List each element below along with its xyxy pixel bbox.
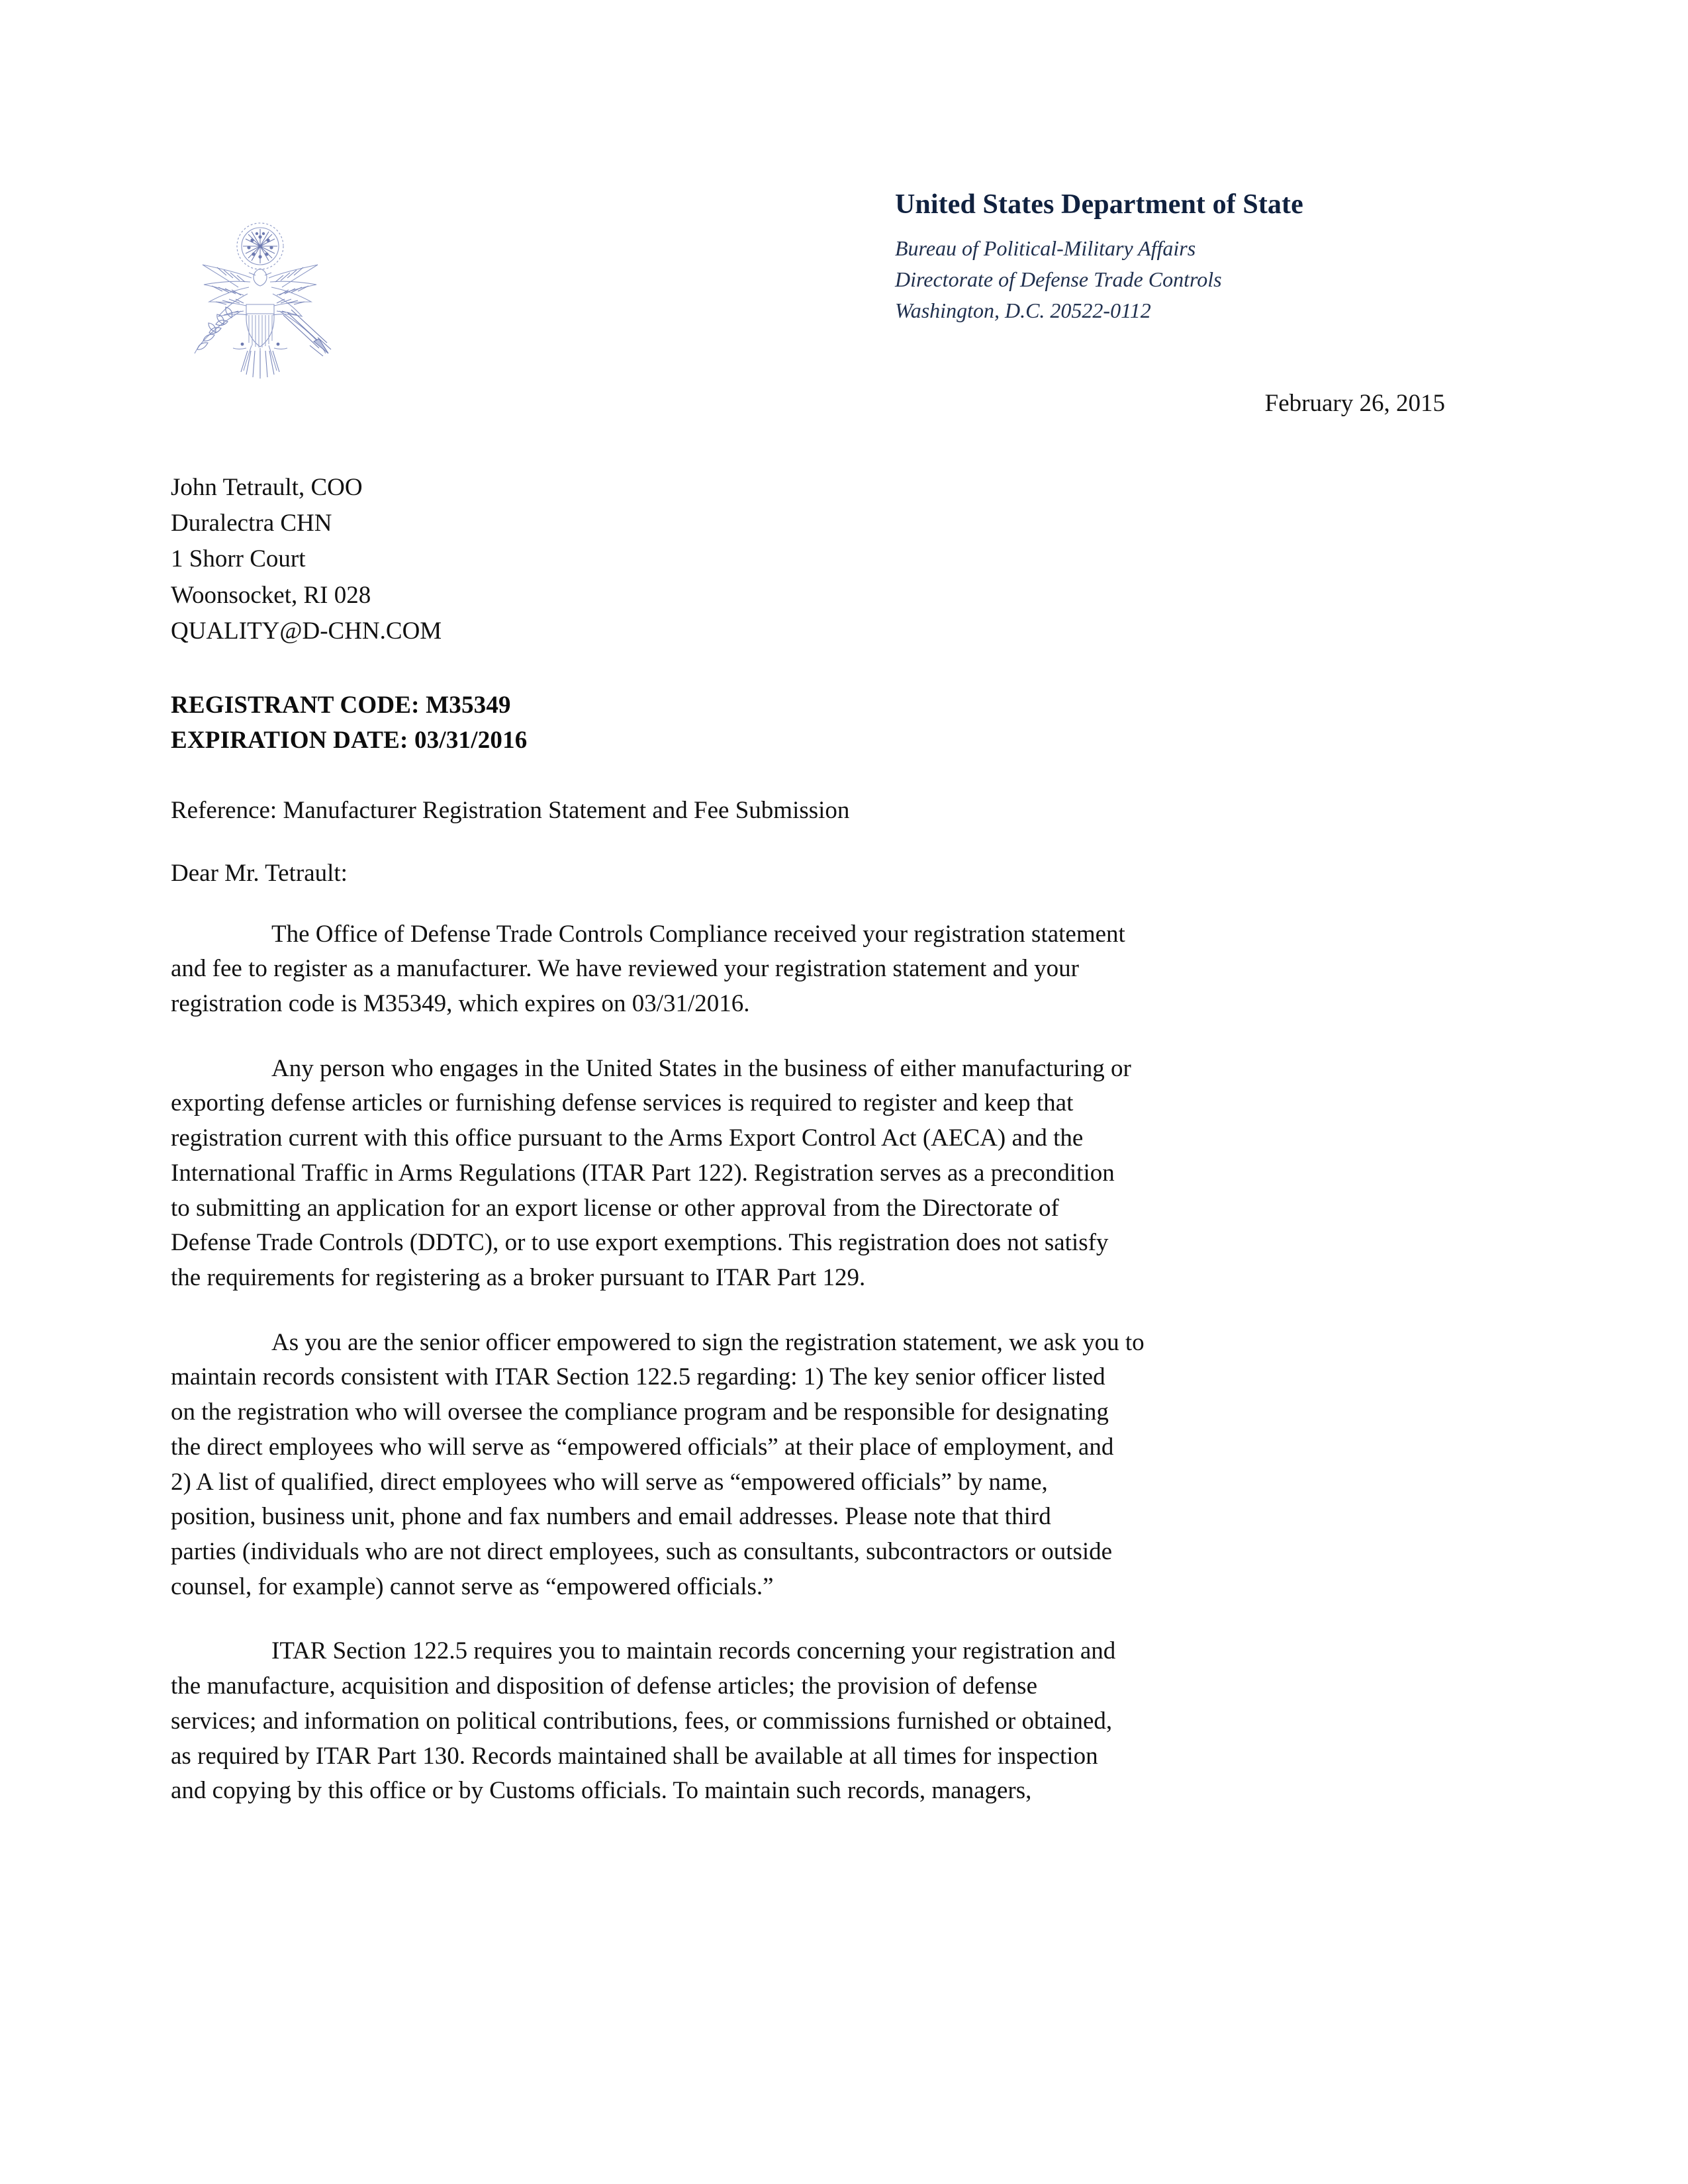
recipient-company: Duralectra CHN <box>171 510 332 537</box>
recipient-street: 1 Shorr Court <box>171 545 306 573</box>
paragraph-line: the manufacture, acquisition and disposition of defense articles; the provision of defense <box>171 1672 1038 1700</box>
body-paragraph-1 <box>171 917 1448 1022</box>
salutation: Dear Mr. Tetrault: <box>171 859 348 887</box>
registrant-code-line: REGISTRANT CODE: M35349 <box>171 692 511 719</box>
recipient-email: QUALITY@D-CHN.COM <box>171 617 442 645</box>
bureau-line: Bureau of Political-Military Affairs <box>895 236 1196 261</box>
paragraph-line: ITAR Section 122.5 requires you to maintain records concerning your registration and <box>271 1637 1116 1665</box>
paragraph-line: Any person who engages in the United States in the business of either manufacturing or <box>271 1054 1131 1082</box>
paragraph-line: Defense Trade Controls (DDTC), or to use export exemptions. This registration does not satisfy <box>171 1229 1109 1257</box>
letterhead <box>895 189 1491 326</box>
paragraph-line: As you are the senior officer empowered to sign the registration statement, we ask you to <box>271 1328 1145 1356</box>
letter-body <box>171 470 1448 1809</box>
paragraph-line: exporting defense articles or furnishing defense services is required to register and keep that <box>171 1089 1074 1117</box>
expiration-date-line: EXPIRATION DATE: 03/31/2016 <box>171 727 528 754</box>
paragraph-line: the direct employees who will serve as “empowered officials” at their place of employment, and <box>171 1433 1114 1461</box>
paragraph-line: parties (individuals who are not direct employees, such as consultants, subcontractors or outside <box>171 1538 1113 1566</box>
body-paragraph-3 <box>171 1326 1448 1605</box>
paragraph-line: registration code is M35349, which expires on 03/31/2016. <box>171 989 750 1017</box>
letterhead-subtitle <box>895 233 1491 326</box>
paragraph-line: International Traffic in Arms Regulations (ITAR Part 122). Registration serves as a precondition <box>171 1159 1115 1187</box>
paragraph-line: 2) A list of qualified, direct employees who will serve as “empowered officials” by name, <box>171 1468 1048 1496</box>
body-paragraph-2 <box>171 1052 1448 1296</box>
registration-summary <box>171 688 1448 758</box>
paragraph-line: The Office of Defense Trade Controls Compliance received your registration statement <box>271 920 1125 948</box>
directorate-line: Directorate of Defense Trade Controls <box>895 267 1222 291</box>
department-title: United States Department of State <box>895 189 1303 220</box>
paragraph-line: the requirements for registering as a broker pursuant to ITAR Part 129. <box>171 1264 866 1292</box>
recipient-city-state-zip: Woonsocket, RI 028 <box>171 581 371 609</box>
paragraph-line: position, business unit, phone and fax numbers and email addresses. Please note that third <box>171 1503 1051 1531</box>
body-paragraph-4 <box>171 1634 1448 1809</box>
reference-line: Reference: Manufacturer Registration Statement and Fee Submission <box>171 796 850 824</box>
paragraph-line: as required by ITAR Part 130. Records maintained shall be available at all times for inspection <box>171 1742 1098 1770</box>
paragraph-line: services; and information on political contributions, fees, or commissions furnished or obtained, <box>171 1707 1113 1735</box>
paragraph-line: maintain records consistent with ITAR Section 122.5 regarding: 1) The key senior officer listed <box>171 1363 1105 1391</box>
recipient-address-block <box>171 470 1448 649</box>
great-seal-eagle-icon <box>177 218 343 398</box>
paragraph-line: and fee to register as a manufacturer. We have reviewed your registration statement and your <box>171 955 1079 983</box>
paragraph-line: to submitting an application for an export license or other approval from the Directorate of <box>171 1194 1059 1222</box>
paragraph-line: registration current with this office pursuant to the Arms Export Control Act (AECA) and the <box>171 1124 1084 1152</box>
paragraph-line: and copying by this office or by Customs officials. To maintain such records, managers, <box>171 1777 1032 1805</box>
recipient-name: John Tetrault, COO <box>171 474 363 501</box>
letter-date: February 26, 2015 <box>1264 390 1445 417</box>
paragraph-line: counsel, for example) cannot serve as “empowered officials.” <box>171 1572 774 1600</box>
paragraph-line: on the registration who will oversee the compliance program and be responsible for designating <box>171 1398 1109 1426</box>
city-zip-line: Washington, D.C. 20522-0112 <box>895 298 1151 322</box>
